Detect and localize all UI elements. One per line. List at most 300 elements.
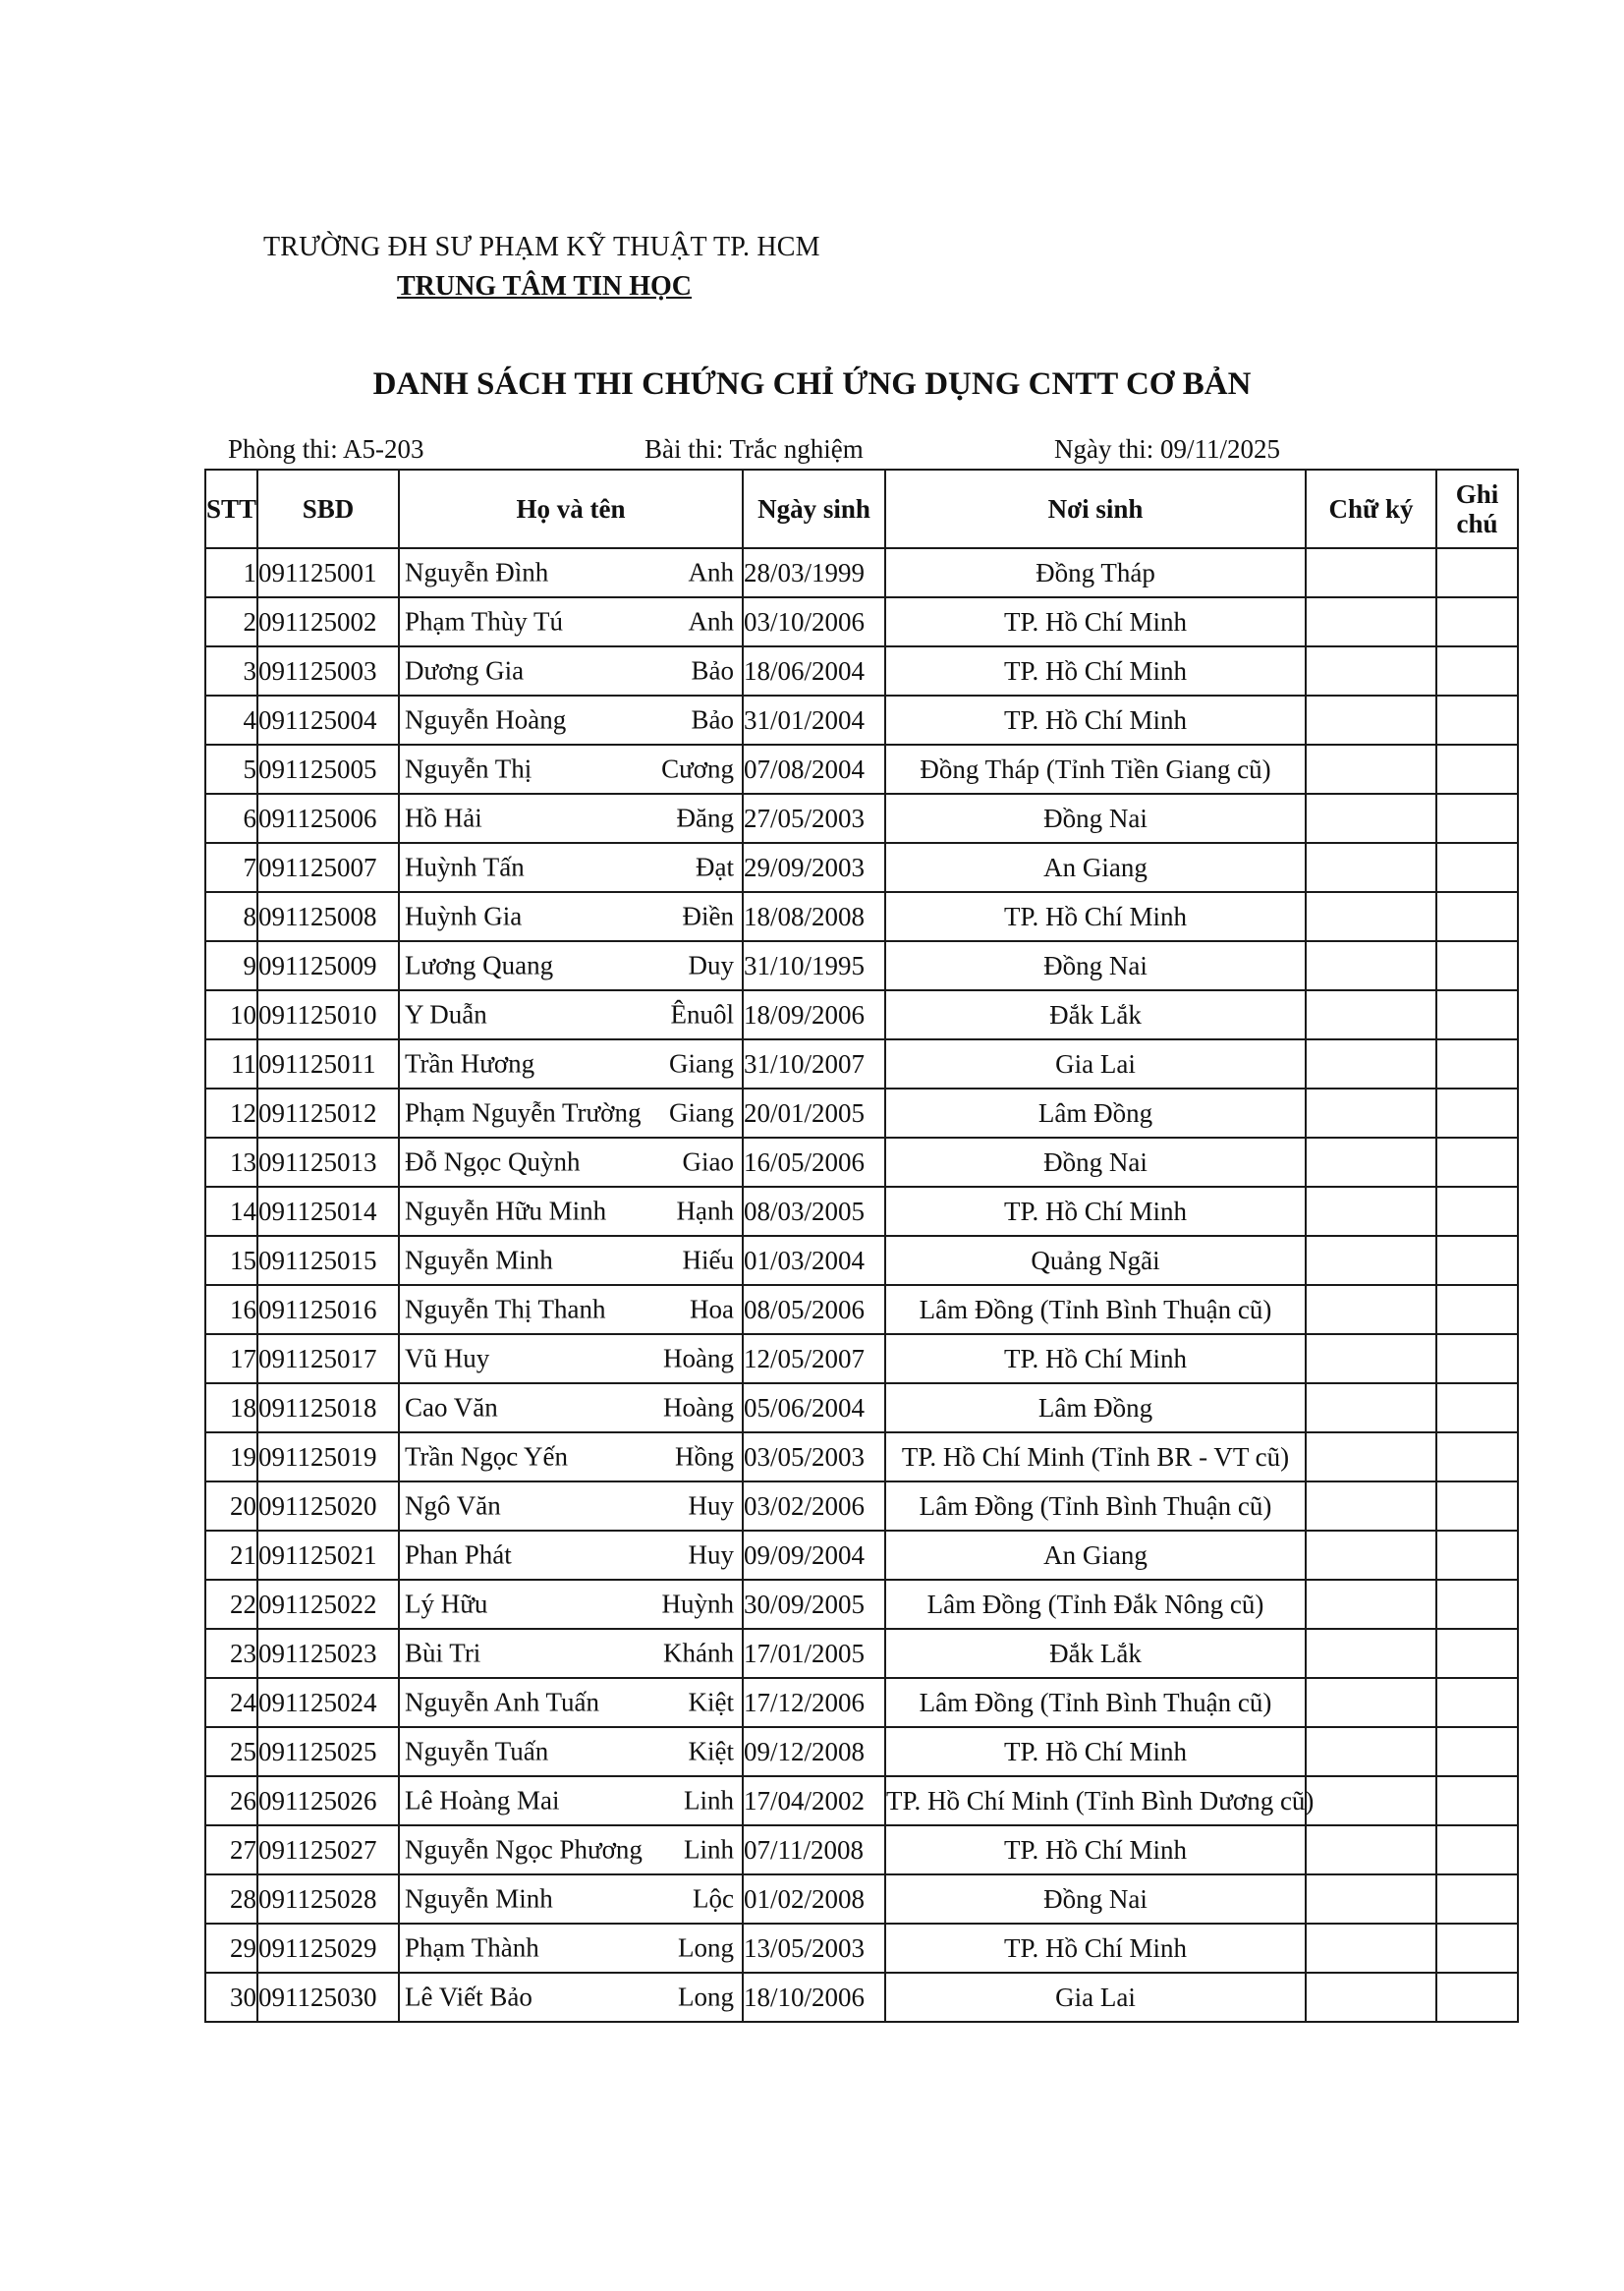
cell-last-name: Lý Hữu <box>405 1589 488 1619</box>
cell-first-name: Hạnh <box>676 1196 734 1226</box>
cell-note[interactable] <box>1436 1187 1518 1236</box>
cell-signature[interactable] <box>1306 1678 1436 1727</box>
header-signature: Chữ ký <box>1306 470 1436 548</box>
cell-stt: 9 <box>205 941 257 990</box>
cell-last-name: Nguyễn Minh <box>405 1245 553 1275</box>
cell-sbd: 091125022 <box>257 1580 399 1629</box>
cell-note[interactable] <box>1436 990 1518 1039</box>
header-pob: Nơi sinh <box>885 470 1306 548</box>
cell-stt: 19 <box>205 1432 257 1481</box>
cell-sbd: 091125020 <box>257 1481 399 1531</box>
cell-pob: TP. Hồ Chí Minh <box>885 1187 1306 1236</box>
cell-dob: 12/05/2007 <box>743 1334 885 1383</box>
cell-signature[interactable] <box>1306 1825 1436 1874</box>
cell-note[interactable] <box>1436 1727 1518 1776</box>
cell-note[interactable] <box>1436 1580 1518 1629</box>
cell-dob: 28/03/1999 <box>743 548 885 597</box>
cell-first-name: Đạt <box>696 852 734 882</box>
cell-last-name: Phan Phát <box>405 1539 512 1570</box>
cell-first-name: Anh <box>688 606 734 637</box>
exam-room: Phòng thi: A5-203 <box>228 434 424 464</box>
cell-last-name: Y Duẫn <box>405 999 487 1030</box>
cell-sbd: 091125013 <box>257 1138 399 1187</box>
cell-sbd: 091125010 <box>257 990 399 1039</box>
cell-last-name: Nguyễn Ngọc Phương <box>405 1834 643 1865</box>
cell-name <box>399 1678 743 1727</box>
cell-last-name: Nguyễn Đình <box>405 557 549 587</box>
cell-first-name: Điền <box>682 901 734 931</box>
cell-last-name: Đỗ Ngọc Quỳnh <box>405 1146 581 1177</box>
cell-name <box>399 1776 743 1825</box>
header-note <box>1436 470 1518 548</box>
cell-dob: 18/06/2004 <box>743 646 885 696</box>
cell-signature[interactable] <box>1306 843 1436 892</box>
cell-signature[interactable] <box>1306 597 1436 646</box>
cell-last-name: Nguyễn Hoàng <box>405 704 567 735</box>
table-body <box>205 548 1518 2022</box>
cell-dob: 17/01/2005 <box>743 1629 885 1678</box>
table-row <box>205 1924 1518 1973</box>
cell-dob: 18/08/2008 <box>743 892 885 941</box>
cell-name <box>399 696 743 745</box>
cell-first-name: Đăng <box>676 803 734 833</box>
cell-signature[interactable] <box>1306 548 1436 597</box>
cell-dob: 03/02/2006 <box>743 1481 885 1531</box>
header-dob: Ngày sinh <box>743 470 885 548</box>
cell-name <box>399 1432 743 1481</box>
cell-name <box>399 1973 743 2022</box>
cell-signature[interactable] <box>1306 1924 1436 1973</box>
cell-dob: 18/10/2006 <box>743 1973 885 2022</box>
header-stt: STT <box>205 470 257 548</box>
cell-sbd: 091125016 <box>257 1285 399 1334</box>
cell-first-name: Hoàng <box>663 1343 734 1373</box>
cell-pob: Đồng Tháp (Tỉnh Tiền Giang cũ) <box>885 745 1306 794</box>
cell-signature[interactable] <box>1306 646 1436 696</box>
cell-pob: TP. Hồ Chí Minh <box>885 1924 1306 1973</box>
cell-first-name: Cương <box>661 754 734 784</box>
cell-stt: 7 <box>205 843 257 892</box>
cell-sbd: 091125017 <box>257 1334 399 1383</box>
table-row <box>205 1481 1518 1531</box>
cell-sbd: 091125014 <box>257 1187 399 1236</box>
cell-dob: 01/03/2004 <box>743 1236 885 1285</box>
cell-name <box>399 1924 743 1973</box>
cell-sbd: 091125030 <box>257 1973 399 2022</box>
table-header-row <box>205 470 1518 548</box>
cell-stt: 30 <box>205 1973 257 2022</box>
cell-name <box>399 1138 743 1187</box>
cell-note[interactable] <box>1436 1039 1518 1089</box>
table-row <box>205 1334 1518 1383</box>
cell-dob: 07/11/2008 <box>743 1825 885 1874</box>
cell-last-name: Vũ Huy <box>405 1343 490 1373</box>
table-row <box>205 794 1518 843</box>
table-row <box>205 696 1518 745</box>
table-row <box>205 990 1518 1039</box>
cell-pob: TP. Hồ Chí Minh <box>885 646 1306 696</box>
cell-note[interactable] <box>1436 696 1518 745</box>
cell-dob: 01/02/2008 <box>743 1874 885 1924</box>
cell-sbd: 091125001 <box>257 548 399 597</box>
cell-signature[interactable] <box>1306 745 1436 794</box>
cell-pob: Đồng Nai <box>885 1874 1306 1924</box>
cell-first-name: Huy <box>688 1539 734 1570</box>
cell-signature[interactable] <box>1306 1236 1436 1285</box>
cell-signature[interactable] <box>1306 794 1436 843</box>
cell-sbd: 091125019 <box>257 1432 399 1481</box>
cell-last-name: Phạm Thùy Tú <box>405 606 564 637</box>
cell-note[interactable] <box>1436 646 1518 696</box>
cell-name <box>399 1481 743 1531</box>
cell-pob: TP. Hồ Chí Minh <box>885 597 1306 646</box>
cell-first-name: Hoa <box>690 1294 734 1324</box>
cell-stt: 16 <box>205 1285 257 1334</box>
cell-pob: Lâm Đồng <box>885 1383 1306 1432</box>
table-row <box>205 1973 1518 2022</box>
cell-signature[interactable] <box>1306 1285 1436 1334</box>
cell-sbd: 091125028 <box>257 1874 399 1924</box>
cell-pob: Gia Lai <box>885 1973 1306 2022</box>
cell-sbd: 091125026 <box>257 1776 399 1825</box>
cell-stt: 28 <box>205 1874 257 1924</box>
candidate-table <box>204 469 1519 2023</box>
cell-signature[interactable] <box>1306 1039 1436 1089</box>
cell-last-name: Trần Ngọc Yến <box>405 1441 568 1472</box>
cell-name <box>399 1531 743 1580</box>
cell-pob: TP. Hồ Chí Minh <box>885 1334 1306 1383</box>
cell-pob: Đắk Lắk <box>885 990 1306 1039</box>
cell-sbd: 091125024 <box>257 1678 399 1727</box>
cell-signature[interactable] <box>1306 1531 1436 1580</box>
table-row <box>205 1678 1518 1727</box>
cell-note[interactable] <box>1436 941 1518 990</box>
cell-first-name: Linh <box>684 1785 734 1816</box>
exam-date: Ngày thi: 09/11/2025 <box>1054 434 1280 464</box>
cell-last-name: Nguyễn Anh Tuấn <box>405 1687 600 1717</box>
cell-dob: 31/10/1995 <box>743 941 885 990</box>
cell-dob: 18/09/2006 <box>743 990 885 1039</box>
cell-sbd: 091125002 <box>257 597 399 646</box>
cell-name <box>399 1383 743 1432</box>
cell-dob: 27/05/2003 <box>743 794 885 843</box>
cell-dob: 20/01/2005 <box>743 1089 885 1138</box>
cell-last-name: Phạm Nguyễn Trường <box>405 1097 642 1128</box>
cell-pob: Lâm Đồng (Tỉnh Bình Thuận cũ) <box>885 1285 1306 1334</box>
cell-first-name: Giang <box>669 1097 734 1128</box>
cell-name <box>399 1089 743 1138</box>
cell-sbd: 091125029 <box>257 1924 399 1973</box>
table-row <box>205 548 1518 597</box>
cell-stt: 25 <box>205 1727 257 1776</box>
cell-last-name: Bùi Tri <box>405 1638 481 1668</box>
cell-last-name: Huỳnh Tấn <box>405 852 525 882</box>
cell-stt: 24 <box>205 1678 257 1727</box>
table-row <box>205 1383 1518 1432</box>
cell-pob: Đắk Lắk <box>885 1629 1306 1678</box>
cell-pob: TP. Hồ Chí Minh <box>885 696 1306 745</box>
cell-name <box>399 1285 743 1334</box>
cell-signature[interactable] <box>1306 941 1436 990</box>
cell-stt: 20 <box>205 1481 257 1531</box>
cell-note[interactable] <box>1436 1874 1518 1924</box>
cell-sbd: 091125009 <box>257 941 399 990</box>
table-row <box>205 1285 1518 1334</box>
cell-dob: 13/05/2003 <box>743 1924 885 1973</box>
cell-note[interactable] <box>1436 794 1518 843</box>
cell-note[interactable] <box>1436 1629 1518 1678</box>
cell-name <box>399 990 743 1039</box>
table-row <box>205 1531 1518 1580</box>
cell-stt: 21 <box>205 1531 257 1580</box>
cell-last-name: Lương Quang <box>405 950 554 980</box>
cell-pob: Đồng Nai <box>885 794 1306 843</box>
cell-stt: 17 <box>205 1334 257 1383</box>
cell-last-name: Nguyễn Thị <box>405 754 532 784</box>
cell-first-name: Ênuôl <box>670 999 734 1030</box>
cell-stt: 4 <box>205 696 257 745</box>
cell-stt: 22 <box>205 1580 257 1629</box>
cell-dob: 31/01/2004 <box>743 696 885 745</box>
cell-signature[interactable] <box>1306 1089 1436 1138</box>
cell-first-name: Huy <box>688 1490 734 1521</box>
cell-first-name: Bảo <box>691 704 734 735</box>
cell-dob: 05/06/2004 <box>743 1383 885 1432</box>
cell-note[interactable] <box>1436 1383 1518 1432</box>
cell-pob: TP. Hồ Chí Minh <box>885 1727 1306 1776</box>
cell-stt: 27 <box>205 1825 257 1874</box>
cell-last-name: Dương Gia <box>405 655 525 686</box>
cell-name <box>399 1039 743 1089</box>
cell-name <box>399 646 743 696</box>
header-name: Họ và tên <box>399 470 743 548</box>
cell-note[interactable] <box>1436 1285 1518 1334</box>
cell-sbd: 091125003 <box>257 646 399 696</box>
cell-dob: 07/08/2004 <box>743 745 885 794</box>
cell-pob: Gia Lai <box>885 1039 1306 1089</box>
cell-dob: 03/05/2003 <box>743 1432 885 1481</box>
cell-dob: 16/05/2006 <box>743 1138 885 1187</box>
cell-pob: Lâm Đồng (Tỉnh Đắk Nông cũ) <box>885 1580 1306 1629</box>
cell-signature[interactable] <box>1306 1187 1436 1236</box>
cell-signature[interactable] <box>1306 892 1436 941</box>
cell-dob: 03/10/2006 <box>743 597 885 646</box>
cell-last-name: Ngô Văn <box>405 1490 501 1521</box>
cell-signature[interactable] <box>1306 990 1436 1039</box>
cell-sbd: 091125027 <box>257 1825 399 1874</box>
cell-stt: 29 <box>205 1924 257 1973</box>
cell-last-name: Lê Viết Bảo <box>405 1982 532 2012</box>
cell-first-name: Duy <box>688 950 734 980</box>
cell-name <box>399 843 743 892</box>
cell-dob: 17/12/2006 <box>743 1678 885 1727</box>
header-note-line1: Ghi <box>1455 479 1499 509</box>
cell-pob: TP. Hồ Chí Minh (Tỉnh BR - VT cũ) <box>885 1432 1306 1481</box>
cell-name <box>399 1187 743 1236</box>
table-row <box>205 1236 1518 1285</box>
cell-last-name: Hồ Hải <box>405 803 482 833</box>
cell-signature[interactable] <box>1306 1973 1436 2022</box>
cell-name <box>399 1334 743 1383</box>
cell-sbd: 091125008 <box>257 892 399 941</box>
cell-first-name: Kiệt <box>688 1687 734 1717</box>
cell-dob: 31/10/2007 <box>743 1039 885 1089</box>
cell-first-name: Giang <box>669 1048 734 1079</box>
table-row <box>205 1187 1518 1236</box>
cell-note[interactable] <box>1436 745 1518 794</box>
cell-stt: 3 <box>205 646 257 696</box>
table-row <box>205 892 1518 941</box>
cell-last-name: Lê Hoàng Mai <box>405 1785 560 1816</box>
center-name: TRUNG TÂM TIN HỌC <box>397 271 693 302</box>
cell-last-name: Huỳnh Gia <box>405 901 523 931</box>
cell-last-name: Nguyễn Thị Thanh <box>405 1294 606 1324</box>
cell-dob: 08/03/2005 <box>743 1187 885 1236</box>
cell-first-name: Kiệt <box>688 1736 734 1766</box>
cell-signature[interactable] <box>1306 1138 1436 1187</box>
cell-sbd: 091125007 <box>257 843 399 892</box>
cell-stt: 13 <box>205 1138 257 1187</box>
cell-name <box>399 941 743 990</box>
cell-signature[interactable] <box>1306 1383 1436 1432</box>
cell-note[interactable] <box>1436 1138 1518 1187</box>
cell-signature[interactable] <box>1306 1432 1436 1481</box>
cell-stt: 11 <box>205 1039 257 1089</box>
cell-sbd: 091125021 <box>257 1531 399 1580</box>
cell-pob: TP. Hồ Chí Minh (Tỉnh Bình Dương cũ) <box>885 1776 1306 1825</box>
cell-pob: Lâm Đồng (Tỉnh Bình Thuận cũ) <box>885 1678 1306 1727</box>
cell-sbd: 091125006 <box>257 794 399 843</box>
cell-stt: 14 <box>205 1187 257 1236</box>
cell-first-name: Anh <box>688 557 734 587</box>
cell-dob: 09/09/2004 <box>743 1531 885 1580</box>
cell-pob: TP. Hồ Chí Minh <box>885 1825 1306 1874</box>
cell-pob: Đồng Nai <box>885 1138 1306 1187</box>
cell-pob: Lâm Đồng <box>885 1089 1306 1138</box>
cell-stt: 1 <box>205 548 257 597</box>
cell-sbd: 091125012 <box>257 1089 399 1138</box>
cell-note[interactable] <box>1436 597 1518 646</box>
table-row <box>205 745 1518 794</box>
cell-signature[interactable] <box>1306 1334 1436 1383</box>
cell-first-name: Lộc <box>693 1883 734 1914</box>
exam-type: Bài thi: Trắc nghiệm <box>644 434 864 464</box>
cell-pob: TP. Hồ Chí Minh <box>885 892 1306 941</box>
cell-note[interactable] <box>1436 1236 1518 1285</box>
cell-pob: An Giang <box>885 843 1306 892</box>
cell-note[interactable] <box>1436 1825 1518 1874</box>
cell-signature[interactable] <box>1306 1776 1436 1825</box>
cell-name <box>399 794 743 843</box>
cell-name <box>399 597 743 646</box>
cell-first-name: Long <box>678 1982 734 2012</box>
cell-signature[interactable] <box>1306 1481 1436 1531</box>
cell-first-name: Huỳnh <box>661 1589 734 1619</box>
table-row <box>205 1825 1518 1874</box>
cell-signature[interactable] <box>1306 1629 1436 1678</box>
cell-note[interactable] <box>1436 1432 1518 1481</box>
cell-first-name: Hoàng <box>663 1392 734 1423</box>
cell-name <box>399 745 743 794</box>
cell-last-name: Trần Hương <box>405 1048 535 1079</box>
cell-signature[interactable] <box>1306 1727 1436 1776</box>
cell-name <box>399 1236 743 1285</box>
cell-note[interactable] <box>1436 1089 1518 1138</box>
cell-first-name: Khánh <box>663 1638 734 1668</box>
cell-sbd: 091125011 <box>257 1039 399 1089</box>
cell-name <box>399 1874 743 1924</box>
cell-name <box>399 548 743 597</box>
cell-stt: 2 <box>205 597 257 646</box>
cell-dob: 09/12/2008 <box>743 1727 885 1776</box>
cell-note[interactable] <box>1436 1924 1518 1973</box>
cell-note[interactable] <box>1436 1776 1518 1825</box>
cell-name <box>399 1727 743 1776</box>
table-row <box>205 1629 1518 1678</box>
cell-sbd: 091125015 <box>257 1236 399 1285</box>
cell-first-name: Long <box>678 1932 734 1963</box>
table-row <box>205 1138 1518 1187</box>
table-row <box>205 1089 1518 1138</box>
cell-note[interactable] <box>1436 892 1518 941</box>
cell-note[interactable] <box>1436 548 1518 597</box>
cell-name <box>399 892 743 941</box>
cell-name <box>399 1629 743 1678</box>
cell-first-name: Linh <box>684 1834 734 1865</box>
cell-note[interactable] <box>1436 1973 1518 2022</box>
cell-first-name: Bảo <box>691 655 734 686</box>
table-row <box>205 1874 1518 1924</box>
cell-note[interactable] <box>1436 1481 1518 1531</box>
cell-signature[interactable] <box>1306 696 1436 745</box>
cell-stt: 6 <box>205 794 257 843</box>
cell-stt: 26 <box>205 1776 257 1825</box>
cell-sbd: 091125018 <box>257 1383 399 1432</box>
cell-note[interactable] <box>1436 1678 1518 1727</box>
cell-pob: Quảng Ngãi <box>885 1236 1306 1285</box>
table-row <box>205 843 1518 892</box>
table-row <box>205 1727 1518 1776</box>
cell-dob: 30/09/2005 <box>743 1580 885 1629</box>
document-title: DANH SÁCH THI CHỨNG CHỈ ỨNG DỤNG CNTT CƠ BẢN <box>372 366 1252 402</box>
cell-name <box>399 1825 743 1874</box>
header-sbd: SBD <box>257 470 399 548</box>
table-row <box>205 597 1518 646</box>
cell-note[interactable] <box>1436 843 1518 892</box>
cell-sbd: 091125004 <box>257 696 399 745</box>
table-row <box>205 1432 1518 1481</box>
cell-note[interactable] <box>1436 1334 1518 1383</box>
cell-last-name: Nguyễn Minh <box>405 1883 553 1914</box>
cell-signature[interactable] <box>1306 1874 1436 1924</box>
cell-first-name: Hiếu <box>682 1245 734 1275</box>
cell-sbd: 091125023 <box>257 1629 399 1678</box>
cell-stt: 5 <box>205 745 257 794</box>
cell-sbd: 091125025 <box>257 1727 399 1776</box>
table-row <box>205 941 1518 990</box>
school-name: TRƯỜNG ĐH SƯ PHẠM KỸ THUẬT TP. HCM <box>263 232 820 262</box>
cell-last-name: Nguyễn Tuấn <box>405 1736 549 1766</box>
cell-stt: 18 <box>205 1383 257 1432</box>
cell-stt: 10 <box>205 990 257 1039</box>
cell-signature[interactable] <box>1306 1580 1436 1629</box>
cell-dob: 08/05/2006 <box>743 1285 885 1334</box>
cell-last-name: Phạm Thành <box>405 1932 539 1963</box>
cell-note[interactable] <box>1436 1531 1518 1580</box>
cell-stt: 8 <box>205 892 257 941</box>
header-note-line2: chú <box>1456 509 1498 538</box>
cell-first-name: Giao <box>682 1146 734 1177</box>
